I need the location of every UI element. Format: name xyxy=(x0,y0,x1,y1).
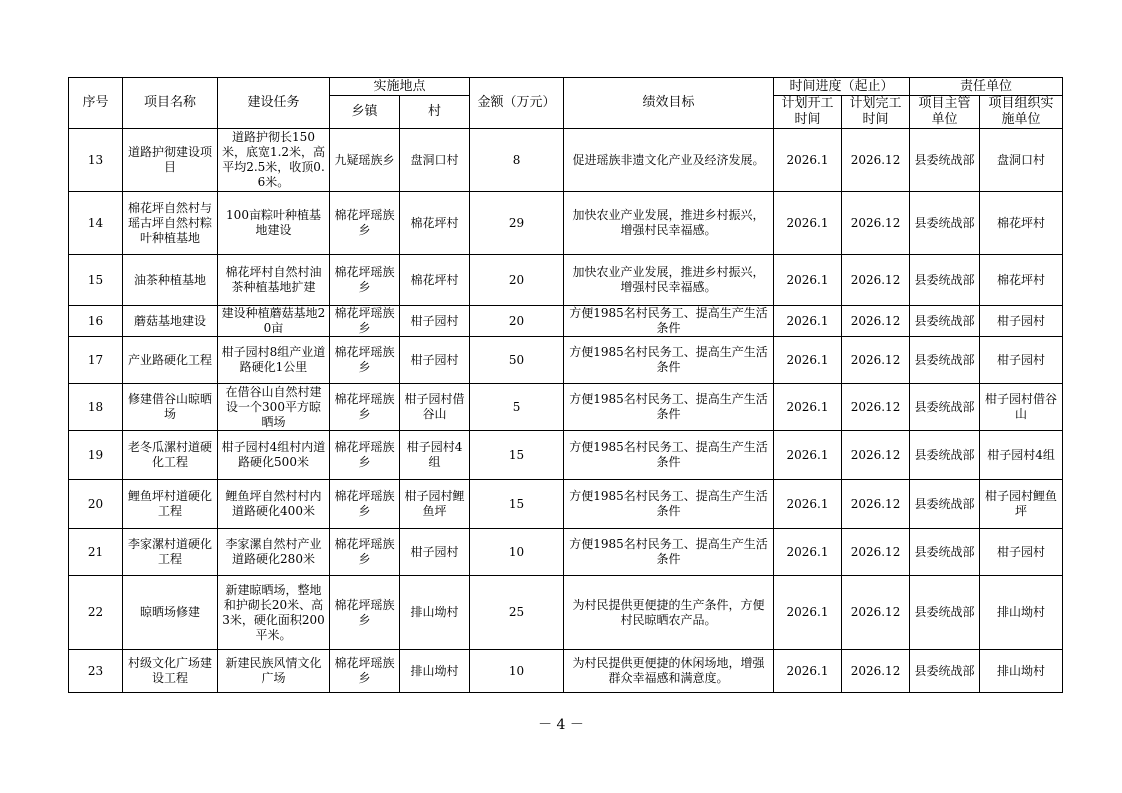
cell-amount: 5 xyxy=(470,384,564,431)
cell-lead: 县委统战部 xyxy=(910,337,980,384)
cell-seq: 23 xyxy=(69,650,123,693)
table-row xyxy=(69,337,1063,384)
cell-impl: 柑子园村 xyxy=(980,306,1063,337)
cell-seq: 16 xyxy=(69,306,123,337)
cell-seq: 22 xyxy=(69,576,123,650)
cell-impl: 棉花坪村 xyxy=(980,255,1063,306)
cell-lead: 县委统战部 xyxy=(910,576,980,650)
table-row xyxy=(69,431,1063,480)
cell-village: 柑子园村鲤鱼坪 xyxy=(400,480,470,529)
cell-amount: 50 xyxy=(470,337,564,384)
table-row xyxy=(69,529,1063,576)
cell-goal: 为村民提供更便捷的生产条件，方便村民晾晒农产品。 xyxy=(564,576,774,650)
cell-start: 2026.1 xyxy=(774,306,842,337)
table-row xyxy=(69,480,1063,529)
cell-seq: 20 xyxy=(69,480,123,529)
cell-task: 新建晾晒场，整地和护砌长20米、高3米，硬化面积200平米。 xyxy=(218,576,330,650)
cell-start: 2026.1 xyxy=(774,255,842,306)
cell-start: 2026.1 xyxy=(774,192,842,255)
cell-amount: 8 xyxy=(470,129,564,192)
cell-goal: 方便1985名村民务工、提高生产生活条件 xyxy=(564,529,774,576)
cell-village: 排山坳村 xyxy=(400,650,470,693)
cell-task: 道路护彻长150米，底宽1.2米，高平均2.5米，收顶0.6米。 xyxy=(218,129,330,192)
cell-task: 新建民族风情文化广场 xyxy=(218,650,330,693)
cell-end: 2026.12 xyxy=(842,384,910,431)
cell-task: 建设种植蘑菇基地20亩 xyxy=(218,306,330,337)
header-start: 计划开工时间 xyxy=(774,96,842,129)
cell-village: 柑子园村4组 xyxy=(400,431,470,480)
cell-end: 2026.12 xyxy=(842,650,910,693)
cell-task: 100亩粽叶种植基地建设 xyxy=(218,192,330,255)
table-body xyxy=(69,129,1063,693)
cell-lead: 县委统战部 xyxy=(910,650,980,693)
cell-start: 2026.1 xyxy=(774,129,842,192)
header-location: 实施地点 xyxy=(330,78,470,96)
cell-seq: 19 xyxy=(69,431,123,480)
cell-goal: 方便1985名村民务工、提高生产生活条件 xyxy=(564,384,774,431)
cell-end: 2026.12 xyxy=(842,129,910,192)
cell-lead: 县委统战部 xyxy=(910,384,980,431)
cell-lead: 县委统战部 xyxy=(910,529,980,576)
table-row xyxy=(69,650,1063,693)
cell-task: 柑子园村4组村内道路硬化500米 xyxy=(218,431,330,480)
cell-name: 老冬瓜漯村道硬化工程 xyxy=(123,431,218,480)
table-row xyxy=(69,255,1063,306)
cell-seq: 18 xyxy=(69,384,123,431)
cell-name: 修建借谷山晾晒场 xyxy=(123,384,218,431)
cell-amount: 15 xyxy=(470,431,564,480)
cell-impl: 棉花坪村 xyxy=(980,192,1063,255)
cell-township: 棉花坪瑶族乡 xyxy=(330,529,400,576)
cell-amount: 10 xyxy=(470,529,564,576)
cell-amount: 20 xyxy=(470,306,564,337)
cell-name: 棉花坪自然村与瑶古坪自然村粽叶种植基地 xyxy=(123,192,218,255)
cell-start: 2026.1 xyxy=(774,431,842,480)
cell-name: 鲤鱼坪村道硬化工程 xyxy=(123,480,218,529)
cell-village: 棉花坪村 xyxy=(400,255,470,306)
header-amount: 金额（万元） xyxy=(470,78,564,129)
cell-goal: 方便1985名村民务工、提高生产生活条件 xyxy=(564,306,774,337)
header-name: 项目名称 xyxy=(123,78,218,129)
cell-village: 柑子园村 xyxy=(400,529,470,576)
cell-start: 2026.1 xyxy=(774,337,842,384)
page-number: － 4 － xyxy=(538,717,584,733)
cell-lead: 县委统战部 xyxy=(910,431,980,480)
cell-village: 盘洞口村 xyxy=(400,129,470,192)
cell-amount: 29 xyxy=(470,192,564,255)
cell-task: 鲤鱼坪自然村村内道路硬化400米 xyxy=(218,480,330,529)
cell-impl: 排山坳村 xyxy=(980,650,1063,693)
cell-seq: 13 xyxy=(69,129,123,192)
cell-impl: 柑子园村4组 xyxy=(980,431,1063,480)
header-township: 乡镇 xyxy=(330,96,400,129)
header-end: 计划完工时间 xyxy=(842,96,910,129)
cell-start: 2026.1 xyxy=(774,384,842,431)
cell-township: 棉花坪瑶族乡 xyxy=(330,306,400,337)
cell-start: 2026.1 xyxy=(774,650,842,693)
cell-task: 在借谷山自然村建设一个300平方晾晒场 xyxy=(218,384,330,431)
cell-township: 棉花坪瑶族乡 xyxy=(330,192,400,255)
cell-township: 棉花坪瑶族乡 xyxy=(330,576,400,650)
cell-name: 李家漯村道硬化工程 xyxy=(123,529,218,576)
cell-end: 2026.12 xyxy=(842,337,910,384)
cell-seq: 14 xyxy=(69,192,123,255)
cell-lead: 县委统战部 xyxy=(910,129,980,192)
cell-village: 柑子园村借谷山 xyxy=(400,384,470,431)
cell-name: 产业路硬化工程 xyxy=(123,337,218,384)
cell-goal: 加快农业产业发展，推进乡村振兴，增强村民幸福感。 xyxy=(564,255,774,306)
cell-end: 2026.12 xyxy=(842,529,910,576)
cell-amount: 15 xyxy=(470,480,564,529)
cell-village: 柑子园村 xyxy=(400,337,470,384)
table-row xyxy=(69,129,1063,192)
cell-goal: 方便1985名村民务工、提高生产生活条件 xyxy=(564,480,774,529)
cell-seq: 21 xyxy=(69,529,123,576)
cell-village: 棉花坪村 xyxy=(400,192,470,255)
cell-task: 柑子园村8组产业道路硬化1公里 xyxy=(218,337,330,384)
cell-goal: 为村民提供更便捷的休闲场地，增强群众幸福感和满意度。 xyxy=(564,650,774,693)
cell-goal: 加快农业产业发展，推进乡村振兴，增强村民幸福感。 xyxy=(564,192,774,255)
cell-impl: 柑子园村 xyxy=(980,337,1063,384)
table-row xyxy=(69,192,1063,255)
project-table xyxy=(68,77,1063,693)
cell-township: 棉花坪瑶族乡 xyxy=(330,255,400,306)
cell-start: 2026.1 xyxy=(774,576,842,650)
header-schedule: 时间进度（起止） xyxy=(774,78,910,96)
header-task: 建设任务 xyxy=(218,78,330,129)
header-goal: 绩效目标 xyxy=(564,78,774,129)
cell-seq: 15 xyxy=(69,255,123,306)
cell-task: 李家漯自然村产业道路硬化280米 xyxy=(218,529,330,576)
cell-amount: 25 xyxy=(470,576,564,650)
cell-village: 排山坳村 xyxy=(400,576,470,650)
cell-township: 棉花坪瑶族乡 xyxy=(330,431,400,480)
cell-lead: 县委统战部 xyxy=(910,306,980,337)
cell-goal: 方便1985名村民务工、提高生产生活条件 xyxy=(564,431,774,480)
cell-end: 2026.12 xyxy=(842,576,910,650)
table-row xyxy=(69,576,1063,650)
cell-township: 棉花坪瑶族乡 xyxy=(330,480,400,529)
cell-start: 2026.1 xyxy=(774,529,842,576)
cell-goal: 方便1985名村民务工、提高生产生活条件 xyxy=(564,337,774,384)
header-lead: 项目主管单位 xyxy=(910,96,980,129)
cell-name: 村级文化广场建设工程 xyxy=(123,650,218,693)
cell-township: 棉花坪瑶族乡 xyxy=(330,384,400,431)
cell-end: 2026.12 xyxy=(842,306,910,337)
header-seq: 序号 xyxy=(69,78,123,129)
cell-lead: 县委统战部 xyxy=(910,192,980,255)
cell-township: 棉花坪瑶族乡 xyxy=(330,337,400,384)
cell-impl: 柑子园村鲤鱼坪 xyxy=(980,480,1063,529)
cell-impl: 盘洞口村 xyxy=(980,129,1063,192)
cell-impl: 柑子园村 xyxy=(980,529,1063,576)
cell-township: 九疑瑶族乡 xyxy=(330,129,400,192)
cell-village: 柑子园村 xyxy=(400,306,470,337)
cell-name: 油茶种植基地 xyxy=(123,255,218,306)
cell-task: 棉花坪村自然村油茶种植基地扩建 xyxy=(218,255,330,306)
cell-end: 2026.12 xyxy=(842,255,910,306)
header-impl: 项目组织实施单位 xyxy=(980,96,1063,129)
cell-impl: 柑子园村借谷山 xyxy=(980,384,1063,431)
cell-end: 2026.12 xyxy=(842,192,910,255)
cell-lead: 县委统战部 xyxy=(910,255,980,306)
cell-end: 2026.12 xyxy=(842,431,910,480)
cell-name: 蘑菇基地建设 xyxy=(123,306,218,337)
cell-township: 棉花坪瑶族乡 xyxy=(330,650,400,693)
header-responsible: 责任单位 xyxy=(910,78,1063,96)
cell-start: 2026.1 xyxy=(774,480,842,529)
cell-end: 2026.12 xyxy=(842,480,910,529)
cell-name: 道路护彻建设项目 xyxy=(123,129,218,192)
table-row xyxy=(69,306,1063,337)
cell-lead: 县委统战部 xyxy=(910,480,980,529)
cell-name: 晾晒场修建 xyxy=(123,576,218,650)
cell-amount: 10 xyxy=(470,650,564,693)
cell-goal: 促进瑶族非遗文化产业及经济发展。 xyxy=(564,129,774,192)
table-row xyxy=(69,384,1063,431)
cell-amount: 20 xyxy=(470,255,564,306)
header-village: 村 xyxy=(400,96,470,129)
cell-impl: 排山坳村 xyxy=(980,576,1063,650)
cell-seq: 17 xyxy=(69,337,123,384)
